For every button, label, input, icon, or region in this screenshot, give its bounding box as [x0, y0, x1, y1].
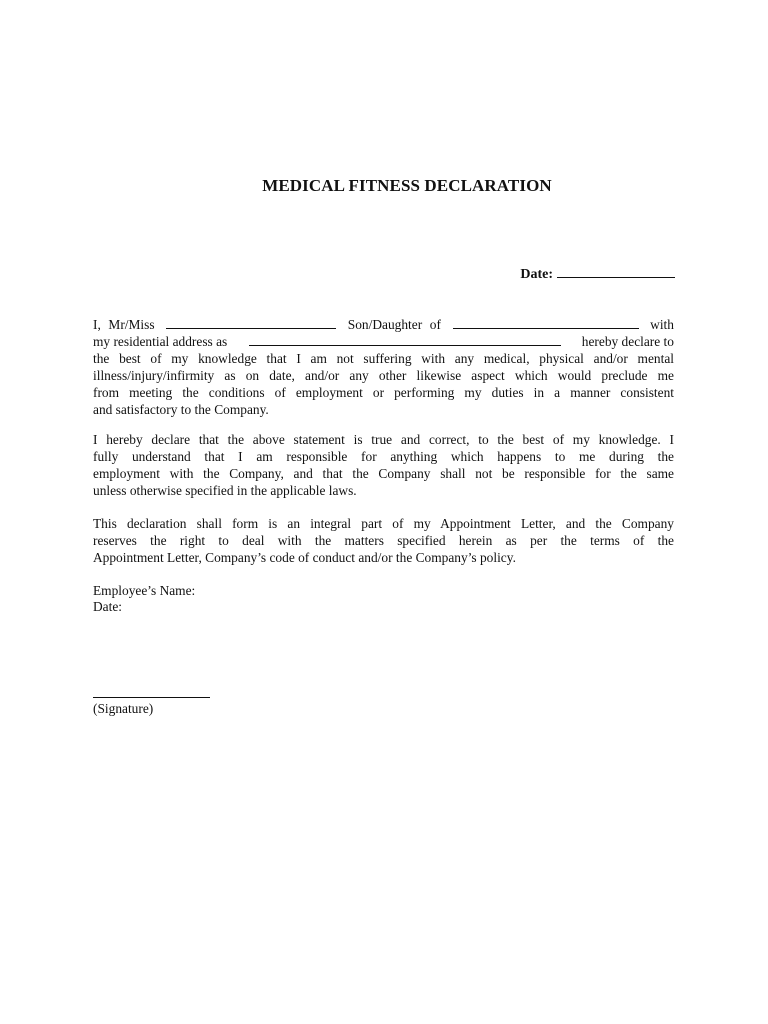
declaration-paragraph-3	[93, 515, 674, 566]
text-i: I,	[93, 317, 101, 332]
header-date	[520, 266, 675, 283]
text-mr-miss: Mr/Miss	[108, 317, 155, 332]
paragraph-1-line-1	[93, 316, 674, 333]
paragraph-1-line-5: from meeting the conditions of employment or performing my duties in a manner consistent	[93, 385, 674, 400]
date-blank-field[interactable]	[557, 266, 675, 278]
employee-name-label: Employee’s Name:	[93, 583, 196, 598]
text-with: with	[650, 317, 674, 332]
page-title: MEDICAL FITNESS DECLARATION	[262, 176, 552, 195]
paragraph-1-line-6: and satisfactory to the Company.	[93, 402, 269, 417]
employee-date-label: Date:	[93, 599, 122, 614]
text-residential-address: my residential address as	[93, 334, 228, 349]
paragraph-2-line-3: employment with the Company, and that the Company shall not be responsible for the same	[93, 466, 674, 481]
signature-label: (Signature)	[93, 701, 154, 716]
declaration-paragraph-2	[93, 431, 674, 499]
paragraph-3-line-3: Appointment Letter, Company’s code of conduct and/or the Company’s policy.	[93, 550, 516, 565]
paragraph-2-line-1: I hereby declare that the above statement is true and correct, to the best of my knowledge. I	[93, 432, 674, 447]
address-blank-field[interactable]	[249, 334, 561, 346]
declaration-paragraph-1	[93, 316, 674, 418]
text-son-daughter: Son/Daughter	[347, 317, 423, 332]
signature-line[interactable]	[93, 697, 210, 698]
text-of: of	[429, 317, 441, 332]
text-hereby-declare: hereby declare to	[581, 334, 674, 349]
paragraph-1-line-3: the best of my knowledge that I am not suffering with any medical, physical and/or mental	[93, 351, 674, 366]
paragraph-1-line-2	[93, 333, 674, 350]
paragraph-3-line-1: This declaration shall form is an integral part of my Appointment Letter, and the Company	[93, 516, 674, 531]
employee-fields	[93, 583, 195, 615]
paragraph-3-line-2: reserves the right to deal with the matters specified herein as per the terms of the	[93, 533, 674, 548]
paragraph-2-line-4: unless otherwise specified in the applicable laws.	[93, 483, 357, 498]
header-date-label: Date:	[520, 267, 553, 282]
paragraph-1-line-4: illness/injury/infirmity as on date, and/or any other likewise aspect which would preclude me	[93, 368, 674, 383]
paragraph-2-line-2: fully understand that I am responsible for anything which happens to me during the	[93, 449, 674, 464]
name-blank-field[interactable]	[166, 317, 336, 329]
parent-name-blank-field[interactable]	[453, 317, 639, 329]
